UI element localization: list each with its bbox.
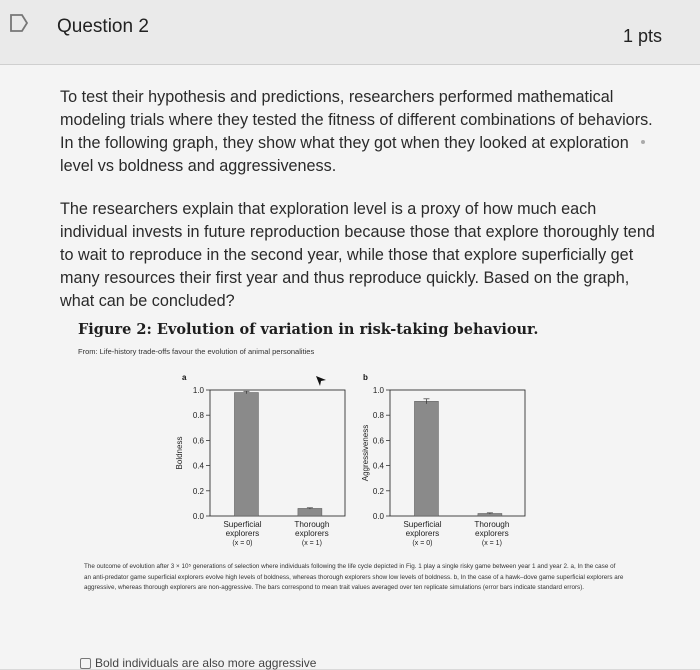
y-tick-label: 0.8	[372, 411, 384, 421]
bar	[298, 508, 322, 516]
y-tick-label: 0.0	[372, 512, 384, 521]
x-tick-label: explorers	[405, 529, 440, 538]
question-paragraph-1: To test their hypothesis and predictions, researchers performed mathematical modeling trials where they tested the fitness of different combinations of behaviors. In the following graph, they show what they got when they looked at exploration level vs boldness and aggressiveness.	[60, 88, 653, 175]
chart-panel-b	[361, 373, 525, 547]
y-tick-label: 0.6	[192, 436, 204, 446]
panel-letter: a	[182, 373, 187, 382]
y-axis-label: Aggressiveness	[361, 424, 370, 482]
figure-charts	[70, 358, 630, 563]
y-tick-label: 0.8	[192, 411, 204, 421]
question-title: Question 2	[57, 16, 149, 37]
x-tick-label: explorers	[295, 529, 329, 538]
y-tick-label: 0.6	[372, 436, 384, 446]
plot-frame	[390, 390, 525, 516]
figure-title: Figure 2: Evolution of variation in risk-taking behaviour.	[78, 321, 539, 338]
y-tick-label: 0.2	[372, 486, 384, 496]
answer-radio[interactable]	[80, 658, 91, 669]
y-tick-label: 1.0	[372, 386, 384, 395]
question-points: 1 pts	[622, 26, 662, 46]
x-tick-label: Thorough	[294, 520, 330, 529]
figure-2	[70, 318, 630, 628]
scroll-indicator	[641, 140, 645, 144]
panel-letter: b	[363, 373, 368, 382]
x-tick-label: (x = 0)	[412, 540, 433, 547]
plot-frame	[210, 390, 345, 516]
y-tick-label: 0.0	[192, 512, 204, 521]
x-tick-label: (x = 1)	[481, 540, 502, 547]
mouse-pointer-icon	[316, 376, 326, 386]
answer-option-1[interactable]	[80, 656, 316, 670]
answer-label: Bold individuals are also more aggressive	[95, 656, 317, 670]
bar	[234, 393, 258, 516]
bookmark-flag-icon[interactable]	[8, 12, 30, 34]
y-tick-label: 1.0	[192, 386, 204, 395]
x-tick-label: (x = 0)	[232, 540, 253, 547]
x-tick-label: Thorough	[474, 520, 510, 529]
question-paragraph-2: The researchers explain that exploration level is a proxy of how much each individual invests in future reproduction because those that explore thoroughly tend to wait to reproduce in the second year, while those that explore superficially get many resources their first year and thus reproduce quickly. Based on the graph, what can be concluded?	[60, 200, 655, 310]
y-tick-label: 0.4	[372, 461, 384, 471]
y-axis-label: Boldness	[175, 436, 184, 470]
x-tick-label: Superficial	[223, 520, 262, 529]
bar	[414, 401, 438, 516]
question-header	[0, 0, 700, 65]
x-tick-label: Superficial	[403, 520, 442, 529]
x-tick-label: explorers	[475, 529, 509, 538]
y-tick-label: 0.2	[192, 486, 204, 496]
figure-source: From: Life-history trade-offs favour the evolution of animal personalities	[78, 347, 315, 356]
chart-panel-a	[175, 373, 345, 547]
figure-caption: The outcome of evolution after 3 × 10⁵ generations of selection where individuals following the life cycle depicted in Fig. 1 play a single risky game between year 1 and year 2. a, In the case of an anti-predator game superficial explorers evolve high levels of boldness, whereas thorough explorers show low levels of boldness. b, In the case of a hawk–dove game superficial explorers are aggressive, whereas thorough explorers are non-aggressive. The bars correspond to mean trait values averaged over ten replicate simulations (error bars indicate standard errors).	[84, 563, 624, 591]
x-tick-label: (x = 1)	[301, 540, 322, 547]
x-tick-label: explorers	[225, 529, 260, 538]
y-tick-label: 0.4	[192, 461, 204, 471]
